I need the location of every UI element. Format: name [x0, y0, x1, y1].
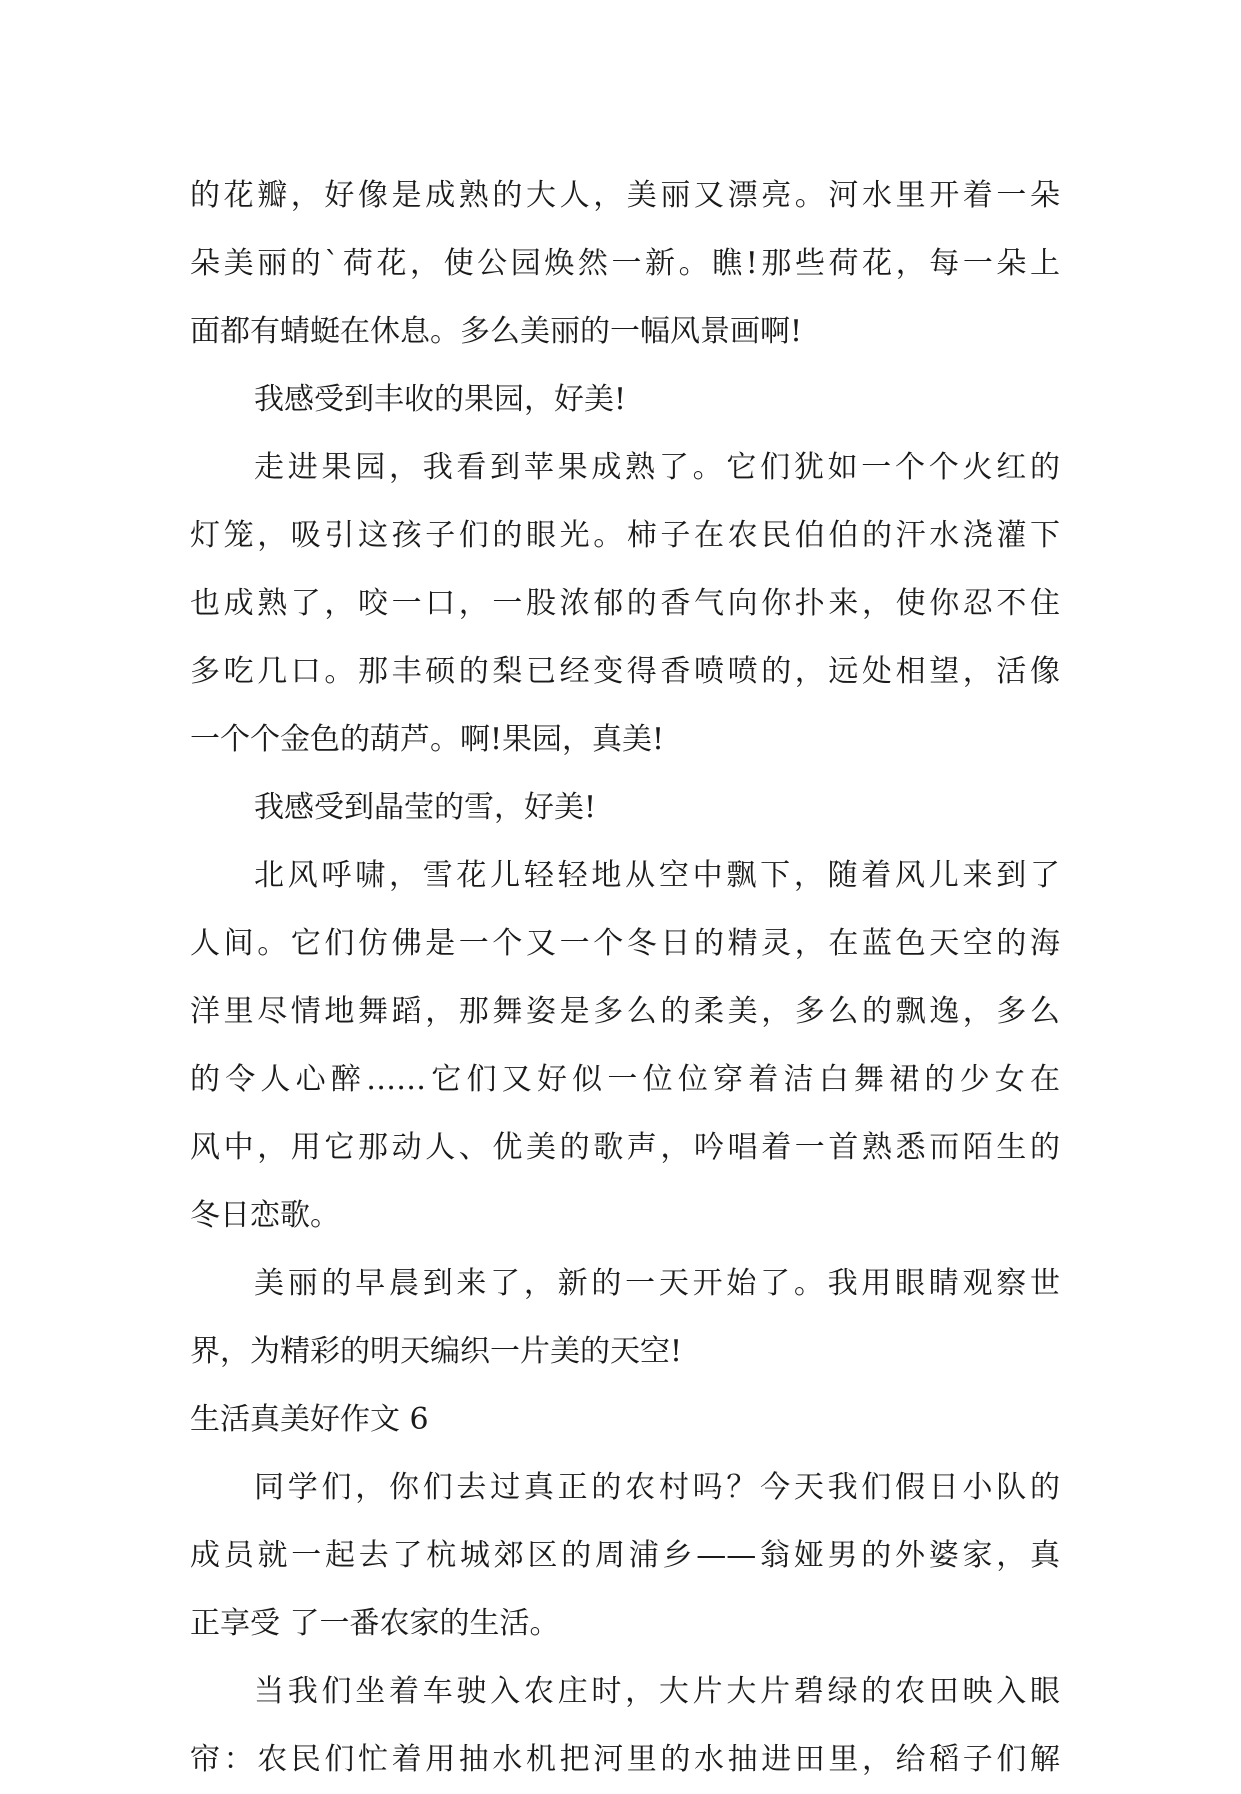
text-line: 走进果园，我看到苹果成熟了。它们犹如一个个火红的	[254, 450, 1060, 485]
text-line: 朵美丽的`荷花，使公园焕然一新。瞧!那些荷花，每一朵上	[190, 246, 1060, 281]
text-line: 当我们坐着车驶入农庄时，大片大片碧绿的农田映入眼	[254, 1674, 1060, 1709]
text-line: 洋里尽情地舞蹈，那舞姿是多么的柔美，多么的飘逸，多么	[190, 994, 1060, 1029]
text-line: 人间。它们仿佛是一个又一个冬日的精灵，在蓝色天空的海	[190, 926, 1060, 961]
text-line: 北风呼啸，雪花儿轻轻地从空中飘下，随着风儿来到了	[254, 858, 1060, 893]
text-line: 面都有蜻蜓在休息。多么美丽的一幅风景画啊!	[190, 314, 803, 349]
text-line: 我感受到晶莹的雪，好美!	[254, 790, 597, 825]
text-line: 风中，用它那动人、优美的歌声，吟唱着一首熟悉而陌生的	[190, 1130, 1060, 1165]
text-line: 我感受到丰收的果园，好美!	[254, 382, 627, 417]
text-line: 成员就一起去了杭城郊区的周浦乡——翁娅男的外婆家，真	[190, 1538, 1060, 1573]
text-line: 同学们，你们去过真正的农村吗？今天我们假日小队的	[254, 1470, 1060, 1505]
text-line: 灯笼，吸引这孩子们的眼光。柿子在农民伯伯的汗水浇灌下	[190, 518, 1060, 553]
text-line: 的令人心醉……它们又好似一位位穿着洁白舞裙的少女在	[190, 1062, 1060, 1097]
text-line: 正享受 了一番农家的生活。	[190, 1606, 560, 1641]
text-line: 冬日恋歌。	[190, 1198, 340, 1233]
text-line: 的花瓣，好像是成熟的大人，美丽又漂亮。河水里开着一朵	[190, 178, 1060, 213]
text-line: 多吃几口。那丰硕的梨已经变得香喷喷的，远处相望，活像	[190, 654, 1060, 689]
text-line: 界，为精彩的明天编织一片美的天空!	[190, 1334, 683, 1369]
text-line: 也成熟了，咬一口，一股浓郁的香气向你扑来，使你忍不住	[190, 586, 1060, 621]
section-heading: 生活真美好作文 6	[190, 1402, 429, 1437]
document-body	[190, 162, 1060, 1794]
text-line: 美丽的早晨到来了，新的一天开始了。我用眼睛观察世	[254, 1266, 1060, 1301]
text-line: 帘：农民们忙着用抽水机把河里的水抽进田里，给稻子们解	[190, 1742, 1060, 1777]
text-line: 一个个金色的葫芦。啊!果园，真美!	[190, 722, 665, 757]
